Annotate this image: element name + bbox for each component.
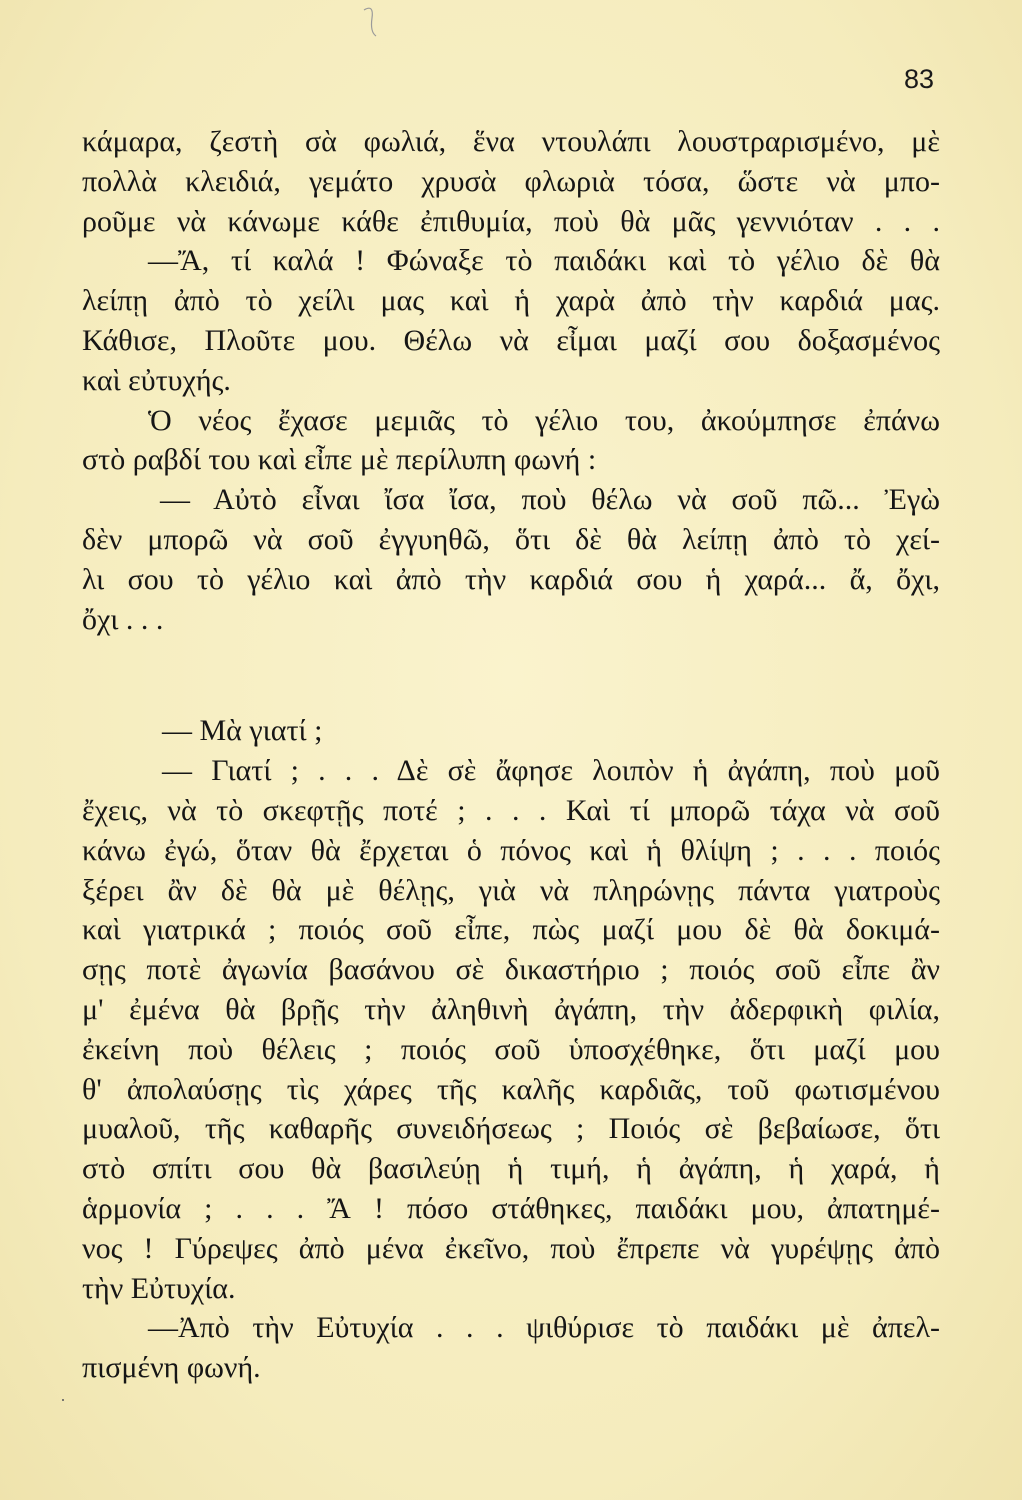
text-line: μ' ἐμένα θὰ βρῇς τὴν ἀληθινὴ ἀγάπη, τὴν ἀδερφικὴ φιλία, bbox=[82, 992, 940, 1026]
text-line: ὄχι . . . bbox=[82, 602, 164, 636]
text-line: δὲν μπορῶ νὰ σοῦ ἐγγυηθῶ, ὅτι δὲ θὰ λείπῃ ἀπὸ τὸ χεί- bbox=[82, 522, 940, 556]
text-line: λείπῃ ἀπὸ τὸ χείλι μας καὶ ἡ χαρὰ ἀπὸ τὴν καρδιά μας. bbox=[82, 284, 940, 318]
text-line: πισμένη φωνή. bbox=[82, 1351, 261, 1385]
text-line: —Ἀπὸ τὴν Εὐτυχία . . . ψιθύρισε τὸ παιδάκι μὲ ἀπελ- bbox=[148, 1311, 940, 1345]
text-line: κάνω ἐγώ, ὅταν θὰ ἔρχεται ὁ πόνος καὶ ἡ θλίψη ; . . . ποιός bbox=[82, 833, 940, 867]
text-line: καὶ γιατρικά ; ποιός σοῦ εἶπε, πὼς μαζί μου δὲ θὰ δοκιμά- bbox=[82, 913, 940, 947]
text-line: ἔχεις, νὰ τὸ σκεφτῇς ποτέ ; . . . Καὶ τί μπορῶ τάχα νὰ σοῦ bbox=[82, 793, 940, 827]
text-line: Ὁ νέος ἔχασε μεμιᾶς τὸ γέλιο του, ἀκούμπησε ἐπάνω bbox=[148, 403, 940, 437]
text-line: — Αὐτὸ εἶναι ἴσα ἴσα, ποὺ θέλω νὰ σοῦ πῶ... Ἐγὼ bbox=[160, 483, 940, 517]
text-line: σῃς ποτὲ ἀγωνία βασάνου σὲ δικαστήριο ; ποιός σοῦ εἶπε ἂν bbox=[82, 953, 940, 987]
margin-dot-icon: · bbox=[60, 1389, 66, 1409]
text-line: κάμαρα, ζεστὴ σὰ φωλιά, ἕνα ντουλάπι λουστραρισμένο, μὲ bbox=[82, 125, 940, 158]
text-line: πολλὰ κλειδιά, γεμάτο χρυσὰ φλωριὰ τόσα, ὥστε νὰ μπο- bbox=[82, 164, 940, 198]
body-text bbox=[82, 122, 940, 1388]
pencil-mark-icon bbox=[360, 4, 380, 38]
text-line: ἁρμονία ; . . . Ἄ ! πόσο στάθηκες, παιδάκι μου, ἀπατημέ- bbox=[82, 1191, 940, 1225]
text-line: καὶ εὐτυχής. bbox=[82, 363, 231, 397]
text-line: νος ! Γύρεψες ἀπὸ μένα ἐκεῖνο, ποὺ ἔπρεπε νὰ γυρέψῃς ἀπὸ bbox=[82, 1231, 940, 1265]
text-line: στὸ σπίτι σου θὰ βασιλεύῃ ἡ τιμή, ἡ ἀγάπη, ἡ χαρά, ἡ bbox=[82, 1152, 940, 1186]
text-line: ξέρει ἂν δὲ θὰ μὲ θέλῃς, γιὰ νὰ πληρώνῃς πάντα γιατροὺς bbox=[82, 873, 940, 907]
text-line: ροῦμε νὰ κάνωμε κάθε ἐπιθυμία, ποὺ θὰ μᾶς γεννιόταν . . . bbox=[82, 204, 940, 238]
text-line: Κάθισε, Πλοῦτε μου. Θέλω νὰ εἶμαι μαζί σου δοξασμένος bbox=[82, 323, 940, 357]
text-line: —Ἄ, τί καλά ! Φώναξε τὸ παιδάκι καὶ τὸ γέλιο δὲ θὰ bbox=[148, 244, 940, 278]
text-line: τὴν Εὐτυχία. bbox=[82, 1271, 236, 1305]
text-line: θ' ἀπολαύσῃς τὶς χάρες τῆς καλῆς καρδιᾶς, τοῦ φωτισμένου bbox=[82, 1072, 940, 1106]
text-line: στὸ ραβδί του καὶ εἶπε μὲ περίλυπη φωνή : bbox=[82, 443, 597, 477]
text-line: ἐκείνη ποὺ θέλεις ; ποιός σοῦ ὑποσχέθηκε, ὅτι μαζί μου bbox=[82, 1032, 940, 1066]
text-line: λι σου τὸ γέλιο καὶ ἀπὸ τὴν καρδιά σου ἡ χαρά... ἄ, ὄχι, bbox=[82, 562, 940, 596]
page-number: 83 bbox=[903, 64, 934, 94]
text-line: — Μὰ γιατί ; bbox=[162, 714, 323, 748]
text-line: — Γιατί ; . . . Δὲ σὲ ἄφησε λοιπὸν ἡ ἀγάπη, ποὺ μοῦ bbox=[162, 754, 940, 788]
text-line: μυαλοῦ, τῆς καθαρῆς συνειδήσεως ; Ποιός σὲ βεβαίωσε, ὅτι bbox=[82, 1112, 940, 1146]
